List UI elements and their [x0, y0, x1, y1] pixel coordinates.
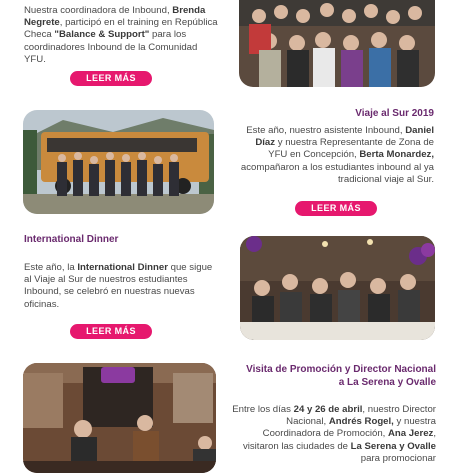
group-photo-training — [239, 0, 435, 87]
read-more-button-dinner[interactable]: LEER MÁS — [70, 324, 152, 339]
visita-promocion-title: Visita de Promoción y Director Nacional a La Serena y Ovalle — [246, 364, 436, 388]
read-more-button-viaje[interactable]: LEER MÁS — [295, 201, 377, 216]
visita-promocion-text: Entre los días 24 y 26 de abril, nuestro Director Nacional, Andrés Rogel, y nuestra Coordinadora de Promoción, Ana Jerez, visitaron las ciudades de La Serena y Ovalle para promocionar — [232, 404, 436, 464]
international-dinner-photo — [240, 236, 435, 340]
viaje-sur-text: Este año, nuestro asistente Inbound, Daniel Díaz y nuestra Representante de Zona de YFU en Concepción, Berta Monardez, acompañaron a los estudiantes inbound al ya tradicional viaje al Sur. — [240, 125, 434, 185]
international-dinner-text: Este año, la International Dinner que sigue al Viaje al Sur de nuestros estudiantes Inbound, se celebró en nuestras nuevas oficinas. — [24, 262, 213, 310]
radio-studio-photo — [23, 363, 216, 473]
bus-trip-photo — [23, 110, 214, 214]
training-name: "Balance & Support" — [54, 29, 150, 41]
international-dinner-title: International Dinner — [24, 234, 119, 245]
read-more-button-training[interactable]: LEER MÁS — [70, 71, 152, 86]
inbound-training-text: Nuestra coordinadora de Inbound, Brenda Negrete, participó en el training en República Checa "Balance & Support" para los coordinadores Inbound de la Comunidad YFU. — [24, 5, 218, 65]
coordinator-name: Brenda Negrete — [24, 5, 206, 29]
viaje-sur-title: Viaje al Sur 2019 — [355, 108, 434, 119]
